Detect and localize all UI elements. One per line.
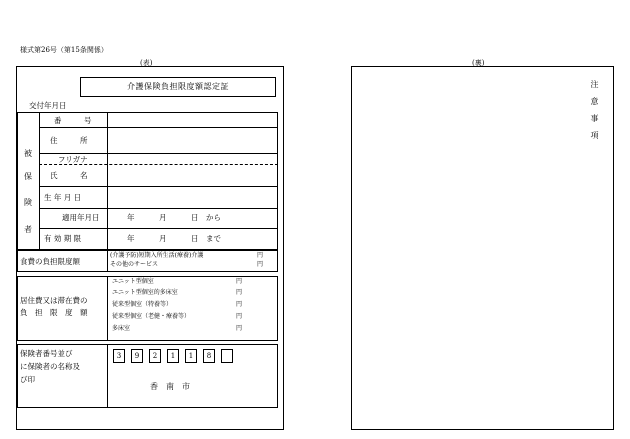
applicable-year: 年 bbox=[127, 213, 135, 222]
valid-month: 月 bbox=[159, 234, 167, 243]
insurer-name: 香 南 市 bbox=[150, 382, 190, 391]
insurer-digit-3: 2 bbox=[149, 349, 161, 363]
insured-label-3: 険 bbox=[24, 198, 32, 207]
insurer-digit-1: 3 bbox=[113, 349, 125, 363]
insurer-label-line3: び印 bbox=[20, 375, 35, 384]
form-code: 様式第26号（第15条関係） bbox=[20, 46, 108, 54]
applicable-day: 日 bbox=[191, 213, 199, 222]
insurer-label-line1: 保険者番号並び bbox=[20, 349, 73, 358]
form-table-border bbox=[17, 112, 278, 250]
residence-item-4-unit: 円 bbox=[236, 313, 243, 320]
food-item-2-name: その他のサービス bbox=[110, 261, 159, 268]
certificate-title: 介護保険負担限度額認定証 bbox=[127, 82, 229, 91]
residence-item-5-unit: 円 bbox=[236, 325, 243, 332]
food-item-2-unit: 円 bbox=[257, 261, 264, 268]
insurer-digit-5: 1 bbox=[185, 349, 197, 363]
applicable-month: 月 bbox=[159, 213, 167, 222]
residence-item-4-name: 従来型個室（老健・療養等） bbox=[112, 313, 191, 320]
residence-item-5-name: 多床室 bbox=[112, 325, 131, 332]
certificate-title-box bbox=[80, 77, 276, 97]
row-label-name: 氏 名 bbox=[50, 171, 88, 180]
food-item-1-name: (介護予防)短期入所生活(療養)介護 bbox=[110, 252, 204, 259]
insured-label-1: 被 bbox=[24, 149, 32, 158]
residence-item-2-name: ユニット型個室的多床室 bbox=[112, 289, 178, 296]
notes-heading: 注 意 事 項 bbox=[590, 80, 599, 140]
front-label: (表) bbox=[140, 59, 153, 67]
applicable-from: から bbox=[206, 213, 221, 222]
insurer-digit-6: 8 bbox=[203, 349, 215, 363]
valid-year: 年 bbox=[127, 234, 135, 243]
notes-paragraphs bbox=[362, 80, 580, 420]
insured-label-2: 保 bbox=[24, 172, 32, 181]
row-label-valid-until: 有 効 期 限 bbox=[44, 234, 82, 243]
insurer-label-line2: に保険者の名称及 bbox=[20, 362, 80, 371]
row-label-applicable-date: 適用年月日 bbox=[62, 213, 100, 222]
row-label-birth: 生 年 月 日 bbox=[44, 193, 82, 202]
row-label-address: 住 所 bbox=[50, 136, 88, 145]
insurer-digit-2: 9 bbox=[131, 349, 143, 363]
issue-date-label: 交付年月日 bbox=[29, 101, 67, 110]
back-label: (裏) bbox=[472, 59, 485, 67]
residence-item-3-unit: 円 bbox=[236, 301, 243, 308]
insurer-digit-4: 1 bbox=[167, 349, 179, 363]
insured-label-4: 者 bbox=[24, 225, 32, 234]
row-label-furigana: フリガナ bbox=[58, 155, 88, 164]
residence-label-line1: 居住費又は滞在費の bbox=[20, 296, 88, 305]
food-cost-label: 食費の負担限度額 bbox=[20, 257, 80, 266]
residence-item-1-unit: 円 bbox=[236, 278, 243, 285]
residence-item-3-name: 従来型個室（特養等） bbox=[112, 301, 173, 308]
residence-item-2-unit: 円 bbox=[236, 289, 243, 296]
residence-item-1-name: ユニット型個室 bbox=[112, 278, 154, 285]
valid-day: 日 bbox=[191, 234, 199, 243]
insurer-digit-7 bbox=[221, 349, 233, 363]
residence-label-line2: 負 担 限 度 額 bbox=[20, 308, 88, 317]
food-item-1-unit: 円 bbox=[257, 252, 264, 259]
valid-until-mark: まで bbox=[206, 234, 221, 243]
row-label-number: 番 号 bbox=[54, 116, 92, 125]
